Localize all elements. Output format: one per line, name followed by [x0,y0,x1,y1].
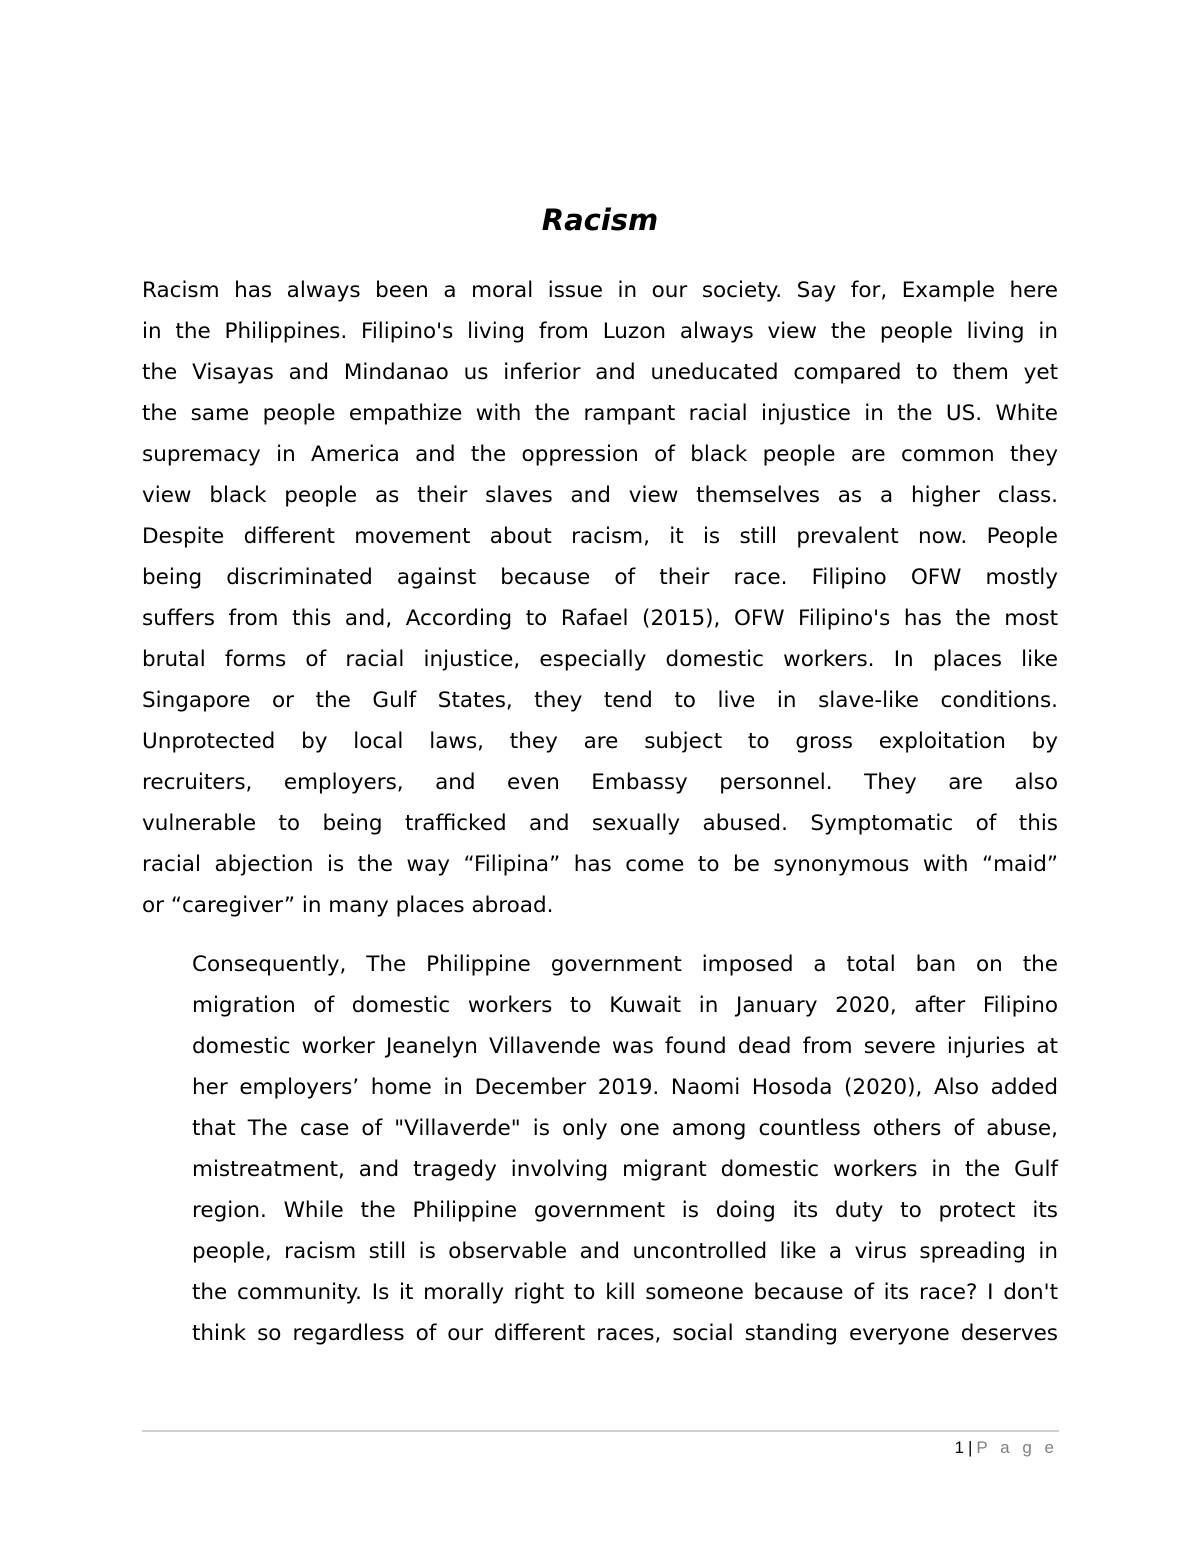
text-line: brutal forms of racial injustice, especially domestic workers. In places like [142,647,1058,672]
text-line: region. While the Philippine government is doing its duty to protect its [192,1198,1058,1223]
text-line: racial abjection is the way “Filipina” has come to be synonymous with “maid” [142,852,1058,877]
text-line: people, racism still is observable and uncontrolled like a virus spreading in [192,1239,1058,1264]
text-line: Singapore or the Gulf States, they tend to live in slave-like conditions. [142,688,1058,713]
text-line: recruiters, employers, and even Embassy personnel. They are also [142,770,1058,795]
text-line: Unprotected by local laws, they are subject to gross exploitation by [142,729,1058,754]
text-line: being discriminated against because of their race. Filipino OFW mostly [142,565,1058,590]
text-line: or “caregiver” in many places abroad. [142,893,554,918]
page-number: 1 [954,1438,964,1457]
text-line: the Visayas and Mindanao us inferior and uneducated compared to them yet [142,360,1058,385]
page-footer [955,1436,1058,1460]
paragraph-2 [142,944,1058,1354]
page-title: Racism [541,203,659,237]
text-line: the same people empathize with the rampant racial injustice in the US. White [142,401,1058,426]
text-line: domestic worker Jeanelyn Villavende was found dead from severe injuries at [192,1034,1058,1059]
text-line: Racism has always been a moral issue in our society. Say for, Example here [142,278,1058,303]
text-line: migration of domestic workers to Kuwait in January 2020, after Filipino [192,993,1058,1018]
text-line: vulnerable to being trafficked and sexually abused. Symptomatic of this [142,811,1058,836]
text-line: mistreatment, and tragedy involving migrant domestic workers in the Gulf [192,1157,1058,1182]
footer-separator: | [968,1438,973,1457]
document-body [142,270,1058,1354]
text-line: suffers from this and, According to Rafael (2015), OFW Filipino's has the most [142,606,1058,631]
text-line: her employers’ home in December 2019. Naomi Hosoda (2020), Also added [192,1075,1058,1100]
text-line: in the Philippines. Filipino's living from Luzon always view the people living in [142,319,1058,344]
text-line: think so regardless of our different races, social standing everyone deserves [192,1321,1058,1346]
page-label: P a g e [976,1438,1058,1457]
footer-divider [142,1430,1059,1432]
text-line: Despite different movement about racism, it is still prevalent now. People [142,524,1058,549]
text-line: the community. Is it morally right to kill someone because of its race? I don't [192,1280,1058,1305]
text-line: that The case of "Villaverde" is only one among countless others of abuse, [192,1116,1058,1141]
paragraph-1 [142,270,1058,926]
text-line: supremacy in America and the oppression of black people are common they [142,442,1058,467]
text-line: view black people as their slaves and view themselves as a higher class. [142,483,1058,508]
text-line: Consequently, The Philippine government imposed a total ban on the [192,952,1058,977]
